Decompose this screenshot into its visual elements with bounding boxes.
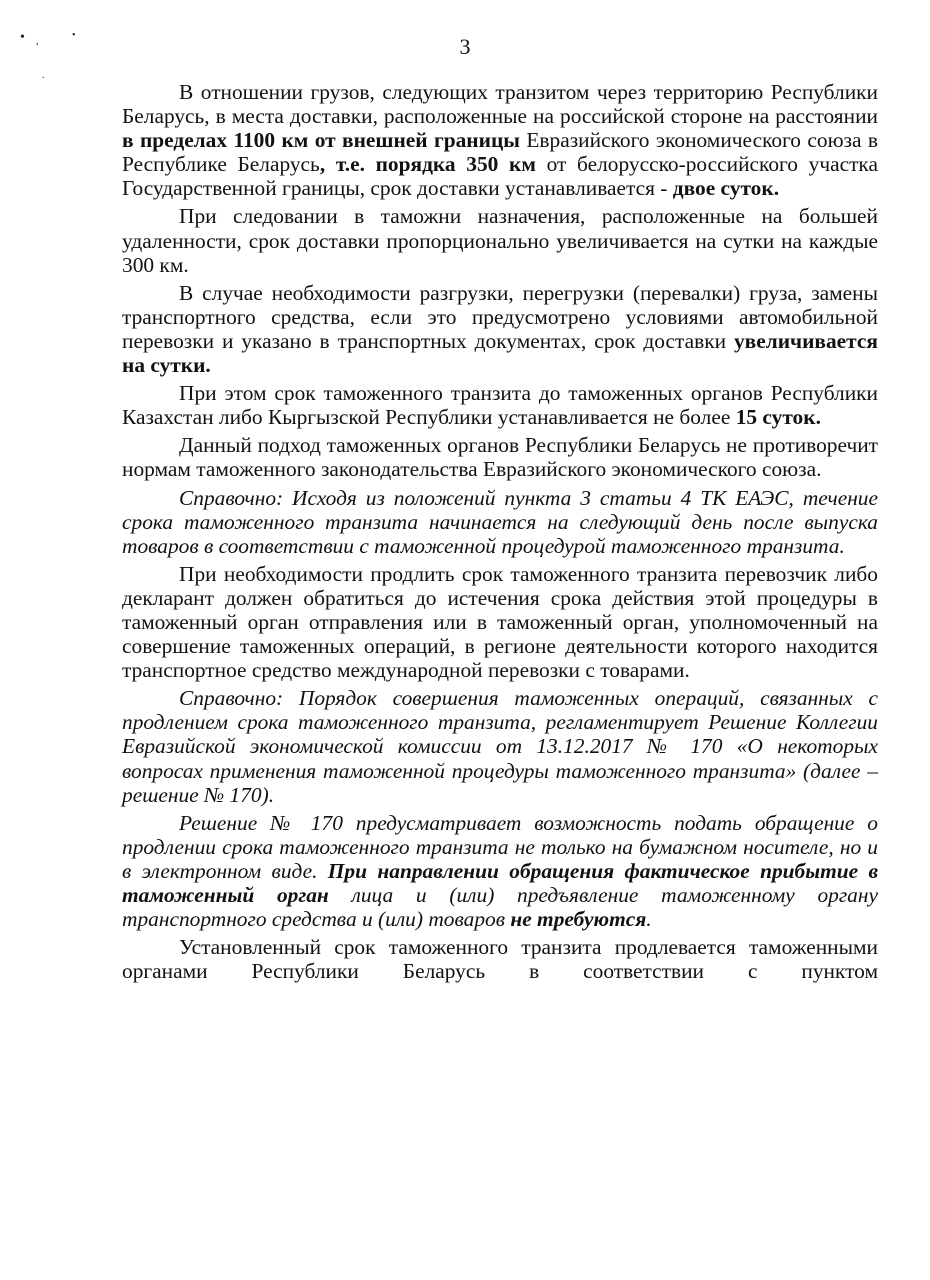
scan-speck: • [72,30,76,41]
text-run: Справочно: Порядок совершения таможенных операций, связанных с продлением срока таможенного транзита, регламентирует Решение Коллегии Евразийской экономической комиссии от 13.12.2017 № 170 «О некоторых вопросах применения таможенной процедуры таможенного транзита» (далее – решение № 170). [122,686,878,807]
bold-text-run: двое суток. [672,176,780,201]
text-run: Справочно: Исходя из положений пункта 3 статьи 4 ТК ЕАЭС, течение срока таможенного транзита начинается на следующий день после выпуска товаров в соответствии с таможенной процедурой таможенного транзита. [122,485,878,558]
text-run: В отношении грузов, следующих транзитом через территорию Республики Беларусь, в места доставки, расположенные на российской стороне на расстоянии [122,80,878,129]
paragraph-p10 [122,935,878,983]
paragraph-p6 [122,486,878,558]
paragraph-p3 [122,281,878,377]
text-run: В случае необходимости разгрузки, перегрузки (перевалки) груза, замены транспортного средства, если это предусмотрено условиями автомобильной перевозки и указано в транспортных документах, срок доставки [122,280,878,353]
bold-text-run: не требуются [510,907,647,932]
text-run: При следовании в таможни назначения, расположенные на большей удаленности, срок доставки пропорционально увеличивается на сутки на каждые 300 км. [122,204,878,277]
paragraph-p7 [122,562,878,682]
scan-speck: • [20,30,25,45]
paragraph-p9 [122,811,878,931]
bold-text-run: увеличивается на сутки. [122,328,878,378]
scan-speck: . [42,70,45,81]
text-run: При необходимости продлить срок таможенного транзита перевозчик либо декларант должен обратиться до истечения срока действия этой процедуры в таможенный орган отправления или в таможенный орган, уполномоченный на совершение таможенных операций, в регионе деятельности которого находится транспортное средство международной перевозки с товарами. [122,561,878,683]
document-body [122,80,878,983]
paragraph-p4 [122,381,878,429]
text-run: Данный подход таможенных органов Республики Беларусь не противоречит нормам таможенного законодательства Евразийского экономического союза. [122,433,878,482]
text-run: Евразийского экономического союза в Республике Беларусь [122,128,878,177]
scan-speck: , [36,36,39,47]
text-run: от белорусско-российского участка Государственной границы, срок доставки устанавливается - [122,152,878,201]
paragraph-p8 [122,686,878,806]
bold-text-run: При направлении обращения фактическое прибытие в таможенный орган [122,858,878,907]
bold-text-run: , т.е. порядка 350 км [319,152,536,177]
paragraph-p1 [122,80,878,200]
bold-text-run: 15 суток. [735,405,821,430]
text-run: При этом срок таможенного транзита до таможенных органов Республики Казахстан либо Кыргызской Республики устанавливается не более [122,381,878,430]
page-number: 3 [459,34,471,59]
text-run: . [646,907,652,932]
text-run: Установленный срок таможенного транзита продлевается таможенными органами Республики Беларусь в соответствии с пунктом [122,935,878,984]
paragraph-p5 [122,433,878,481]
bold-text-run: в пределах 1100 км от внешней границы [122,128,520,153]
text-run: лица и (или) предъявление таможенному органу транспортного средства и (или) товаров [122,883,878,932]
text-run: Решение № 170 предусматривает возможность подать обращение о продлении срока таможенного транзита не только на бумажном носителе, но и в электронном виде. [122,810,878,883]
paragraph-p2 [122,204,878,276]
